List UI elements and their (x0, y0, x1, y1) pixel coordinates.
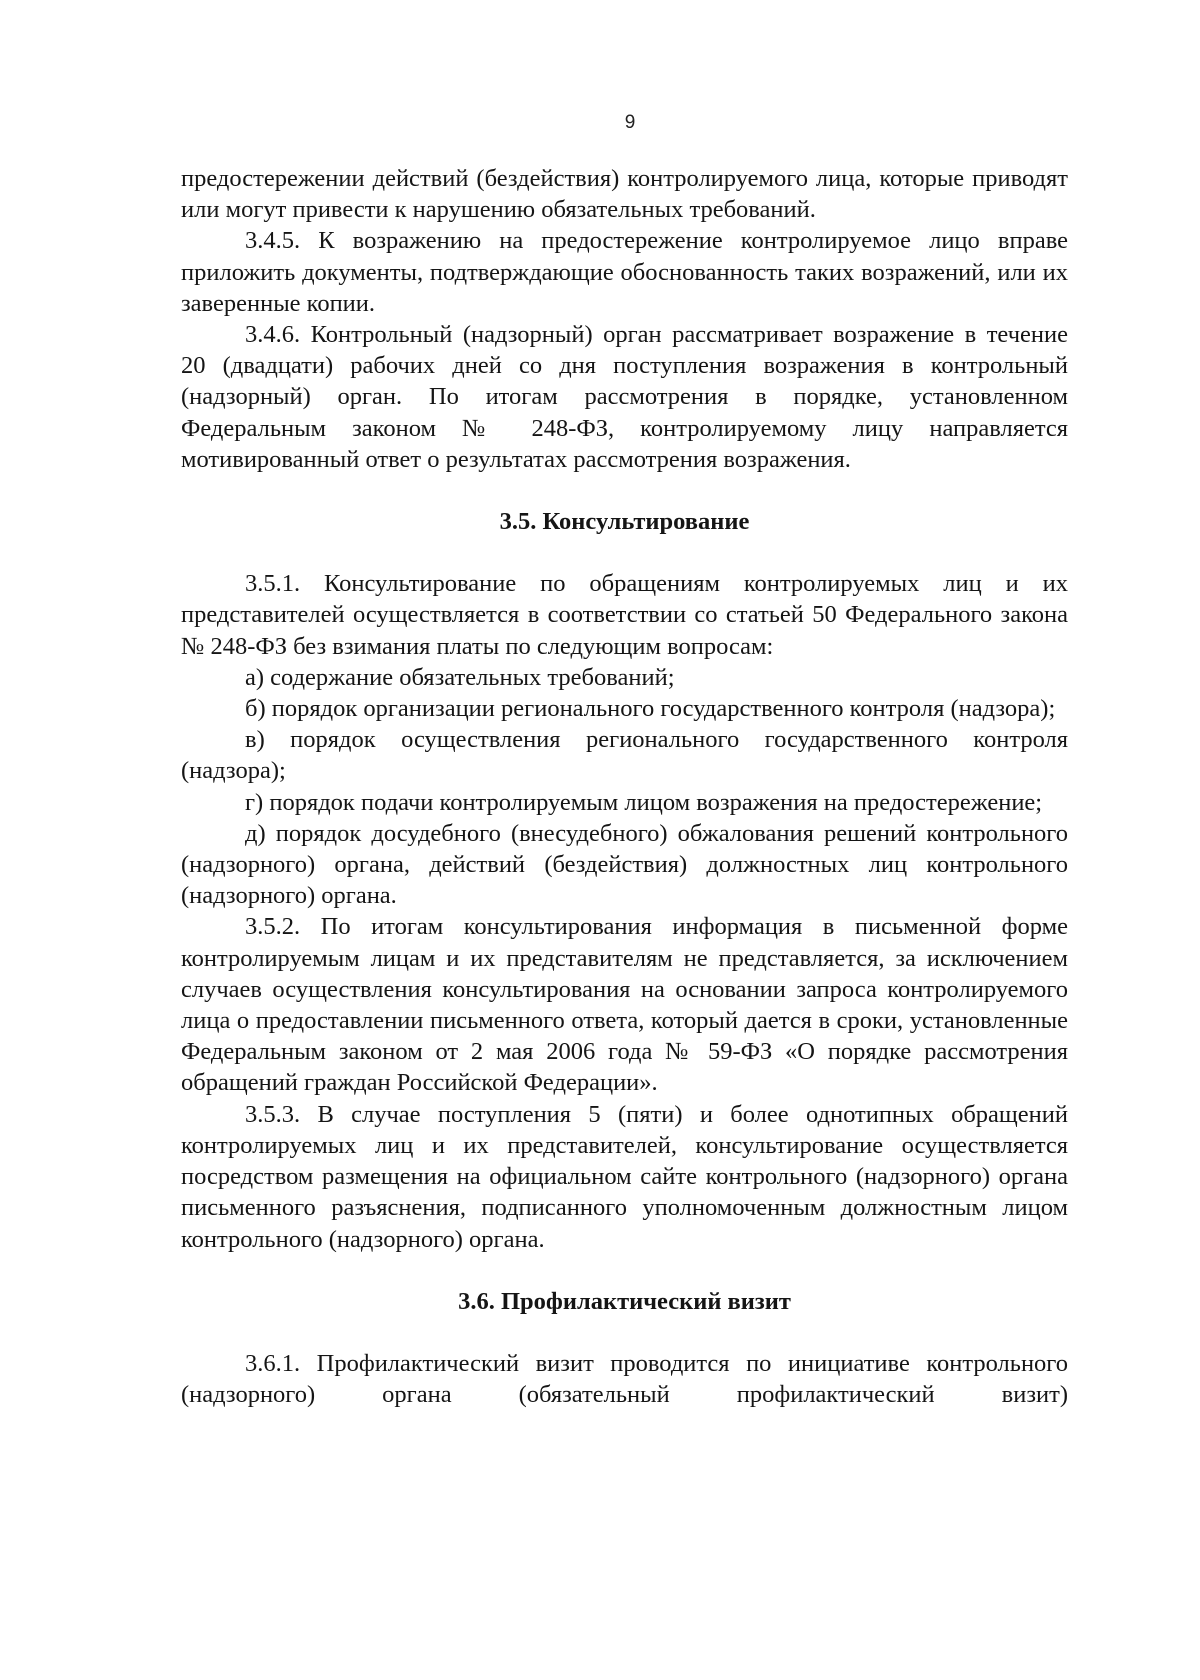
paragraph-continuation: предостережении действий (бездействия) контролируемого лица, которые приводят или могут привести к нарушению обязательных требований. (181, 165, 1068, 224)
page-number: 9 (624, 112, 636, 133)
document-body (181, 163, 1068, 1410)
list-item-d: д) порядок досудебного (внесудебного) обжалования решений контрольного (надзорного) органа, действий (бездействия) должностных лиц контрольного (надзорного) органа. (181, 819, 1068, 910)
list-item-b: б) порядок организации регионального государственного контроля (надзора); (245, 695, 1056, 723)
spacer (181, 1317, 1068, 1348)
list-item-a: а) содержание обязательных требований; (245, 663, 675, 691)
spacer (181, 1255, 1068, 1286)
section-heading-3-6: 3.6. Профилактический визит (458, 1287, 791, 1315)
paragraph-3-4-5: 3.4.5. К возражению на предостережение контролируемое лицо вправе приложить документы, подтверждающие обоснованность таких возражений, или их заверенные копии. (181, 227, 1068, 317)
paragraph-3-5-3: 3.5.3. В случае поступления 5 (пяти) и более однотипных обращений контролируемых лиц и их представителей, консультирование осуществляется посредством размещения на официальном сайте контрольного (надзорного) органа письменного разъяснения, подписанного уполномоченным должностным лицом контрольного (надзорного) органа. (181, 1100, 1068, 1253)
paragraph-3-5-2: 3.5.2. По итогам консультирования информация в письменной форме контролируемым лицам и их представителям не представляется, за исключением случаев осуществления консультирования на основании запроса контролируемого лица о предоставлении письменного ответа, который дается в сроки, установленные Федеральным законом от 2 мая 2006 года № 59-ФЗ «О порядке рассмотрения обращений граждан Российской Федерации». (181, 913, 1068, 1097)
section-heading-3-5: 3.5. Консультирование (499, 508, 750, 536)
paragraph-3-6-1: 3.6.1. Профилактический визит проводится по инициативе контрольного (надзорного) органа (обязательный профилактический визит) (181, 1349, 1068, 1409)
list-item-v: в) порядок осуществления регионального государственного контроля (надзора); (181, 726, 1068, 785)
list-item-g: г) порядок подачи контролируемым лицом возражения на предостережение; (245, 788, 1043, 816)
paragraph-3-4-6: 3.4.6. Контрольный (надзорный) орган рассматривает возражение в течение 20 (двадцати) рабочих дней со дня поступления возражения в контрольный (надзорный) орган. По итогам рассмотрения в порядке, установленном Федеральным законом № 248-ФЗ, контролируемому лицу направляется мотивированный ответ о результатах рассмотрения возражения. (181, 321, 1068, 473)
spacer (181, 475, 1068, 506)
paragraph-3-5-1: 3.5.1. Консультирование по обращениям контролируемых лиц и их представителей осуществляется в соответствии со статьей 50 Федерального закона № 248-ФЗ без взимания платы по следующим вопросам: (181, 570, 1068, 660)
spacer (181, 537, 1068, 568)
